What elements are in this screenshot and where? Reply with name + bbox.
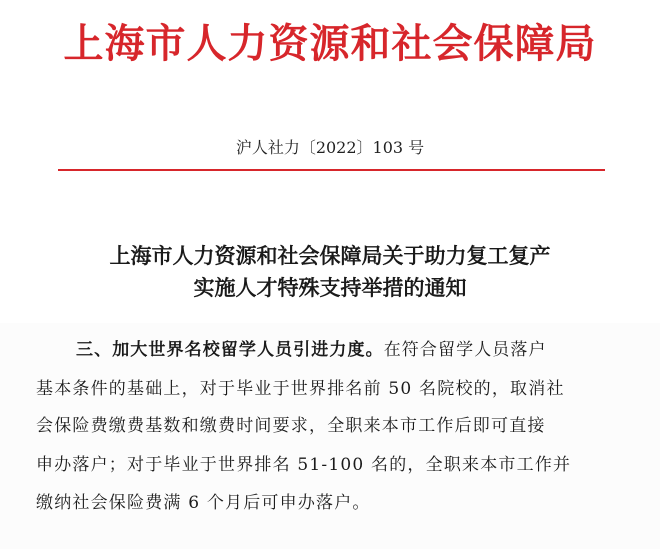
red-header-divider — [58, 169, 605, 171]
notice-title-line-2: 实施人才特殊支持举措的通知 — [193, 275, 467, 300]
body-line-2: 基本条件的基础上，对于毕业于世界排名前 50 名院校的，取消社 — [36, 379, 565, 399]
section-heading: 三、加大世界名校留学人员引进力度。 — [76, 340, 384, 360]
notice-title — [0, 240, 660, 304]
document-number: 沪人社力〔2022〕103 号 — [235, 138, 425, 157]
notice-title-line-1: 上海市人力资源和社会保障局关于助力复工复产 — [109, 243, 551, 268]
body-line-1 — [76, 336, 660, 364]
body-line-3: 会保险费缴费基数和缴费时间要求，全职来本市工作后即可直接 — [36, 416, 546, 436]
body-line-1-text: 在符合留学人员落户 — [383, 340, 547, 360]
body-line-5: 缴纳社会保险费满 6 个月后可申办落户。 — [36, 493, 371, 513]
body-line-4: 申办落户；对于毕业于世界排名 51-100 名的，全职来本市工作并 — [36, 455, 572, 475]
issuing-organization-title: 上海市人力资源和社会保障局 — [63, 20, 597, 67]
